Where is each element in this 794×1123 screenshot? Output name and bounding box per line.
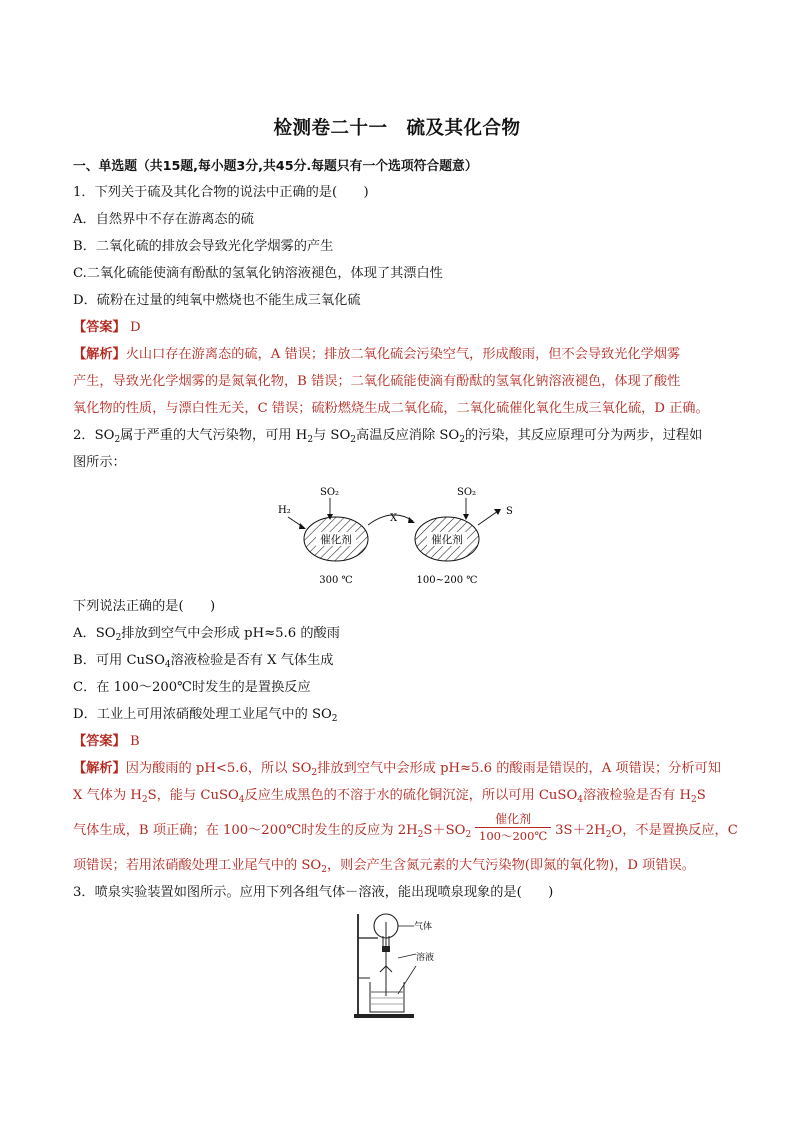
- reaction-condition: 催化剂 100～200℃: [473, 824, 553, 838]
- section-heading: 一、单选题（共15题,每小题3分,共45分.每题只有一个选项符合题意）: [73, 159, 478, 174]
- q2-answer-row: 【答案】 B: [73, 734, 140, 749]
- q2-option-c: C．在 100～200℃时发生的是置换反应: [73, 680, 311, 695]
- catalyst-label-2: 催化剂: [431, 534, 463, 546]
- gas-label: 气体: [414, 922, 433, 932]
- catalyst-label-1: 催化剂: [320, 534, 352, 546]
- q2-analysis-line-3: 气体生成，B 项正确；在 100～200℃时发生的反应为 $2H_2S+SO_2$ 催化剂 100～200℃ $3S+2H_2O$，不是置换反应，C: [73, 812, 738, 843]
- q1-analysis-line-3: 氧化物的性质，与漂白性无关，C 错误；硫粉燃烧生成二氧化硫，二氧化硫催化氧化生成三氧化硫，D 正确。: [73, 401, 709, 416]
- temp-label-2: 100~200 ℃: [416, 575, 478, 586]
- q2-answer: B: [129, 734, 140, 749]
- q2-analysis-line-1: 【解析】因为酸雨的 pH<5.6，所以 $SO_2$排放到空气中会形成 pH≈5.6 的酸雨是错误的，A 项错误；分析可知: [73, 761, 721, 778]
- q2-stem-line-1: 2．$SO_2$属于严重的大气污染物，可用 $H_2$与 $SO_2$高温反应消除 $SO_2$的污染，其反应原理可分为两步，过程如: [73, 428, 703, 445]
- q1-answer-row: [73, 319, 141, 337]
- s-label: S: [506, 506, 513, 517]
- analysis-label: 【解析】: [73, 347, 126, 362]
- q1-stem: 1．下列关于硫及其化合物的说法中正确的是( ): [73, 185, 369, 200]
- q3-stem: 3．喷泉实验装置如图所示。应用下列各组气体－溶液，能出现喷泉现象的是( ): [73, 885, 554, 900]
- q1-answer: D: [129, 320, 141, 335]
- q2-stem-line-2: 图所示：: [73, 455, 126, 470]
- q2-option-d: D．工业上可用浓硝酸处理工业尾气中的 $SO_2$: [73, 707, 338, 724]
- q2-reaction-diagram: [270, 481, 530, 593]
- q2-option-b: B．可用 CuSO$_4$溶液检验是否有 X 气体生成: [73, 653, 334, 670]
- solution-label: 溶液: [416, 953, 435, 963]
- q2-option-a: A．$SO_2$排放到空气中会形成 pH≈5.6 的酸雨: [73, 626, 340, 643]
- so2-label-1: SO₂: [320, 487, 340, 498]
- temp-label-1: 300 ℃: [319, 575, 353, 586]
- page-title: 检测卷二十一 硫及其化合物: [273, 118, 521, 139]
- q1-analysis-line-1: [73, 346, 680, 364]
- q1-option-b: B．二氧化硫的排放会导致光化学烟雾的产生: [73, 239, 334, 254]
- x-label: X: [390, 513, 398, 524]
- q2-question: 下列说法正确的是( ): [73, 599, 216, 614]
- q2-analysis-line-4: 项错误；若用浓硝酸处理工业尾气中的 $SO_2$，则会产生含氮元素的大气污染物(即氮的氧化物)，D 项错误。: [73, 858, 695, 875]
- q1-option-a: A．自然界中不存在游离态的硫: [73, 212, 254, 227]
- answer-label: 【答案】: [73, 320, 126, 335]
- so2-label-2: SO₂: [457, 487, 477, 498]
- q3-fountain-apparatus: [340, 908, 460, 1020]
- q2-analysis-line-2: X 气体为 $H_2S$，能与 CuSO$_4$反应生成黑色的不溶于水的硫化铜沉淀，所以可用 CuSO$_4$溶液检验是否有 $H_2S$: [73, 788, 706, 805]
- q1-option-d: D．硫粉在过量的纯氧中燃烧也不能生成三氧化硫: [73, 293, 361, 308]
- q1-option-c: C.二氧化硫能使滴有酚酞的氢氧化钠溶液褪色，体现了其漂白性: [73, 266, 443, 281]
- q1-analysis-line-2: 产生，导致光化学烟雾的是氮氧化物，B 错误；二氧化硫能使滴有酚酞的氢氧化钠溶液褪色，体现了酸性: [73, 374, 681, 389]
- h2-label: H₂: [278, 505, 291, 516]
- q1-analysis-text-1: 火山口存在游离态的硫，A 错误；排放二氧化硫会污染空气，形成酸雨，但不会导致光化学烟雾: [125, 347, 681, 362]
